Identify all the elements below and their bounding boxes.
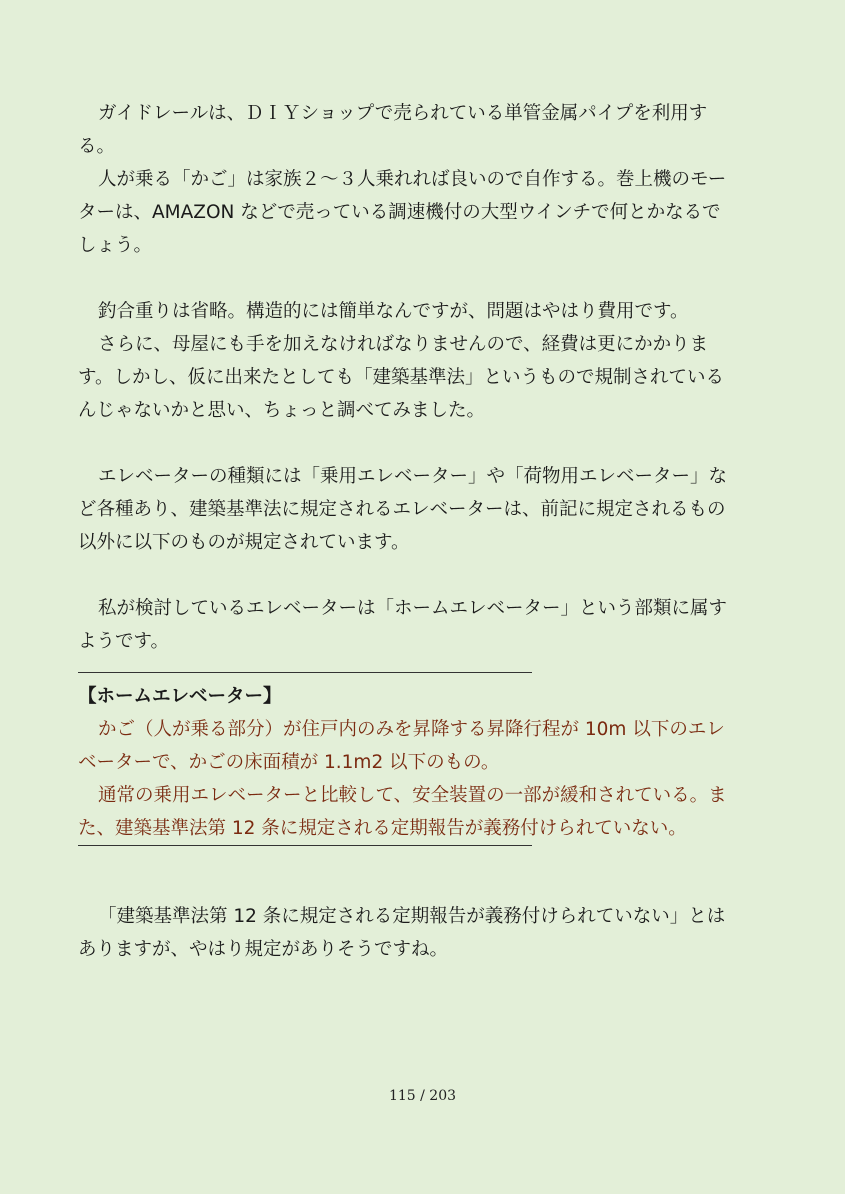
page-number: 115 / 203 [388,1088,457,1104]
paragraph: エレベーターの種類には「乗用エレベーター」や「荷物用エレベーター」など各種あり、建築基準法に規定されるエレベーターは、前記に規定されるもの以外に以下のものが規定されています。 [78,466,728,553]
paragraph: ガイドレールは、ＤＩＹショップで売られている単管金属パイプを利用する。 [78,103,708,157]
box-title: 【ホームエレベーター】 [78,686,282,707]
paragraph: 人が乗る「かご」は家族２～３人乗れれば良いので自作する。巻上機のモーターは、AMAZON などで売っている調速機付の大型ウインチで何とかなるでしょう。 [78,169,727,256]
divider-top [78,672,532,674]
paragraph: 私が検討しているエレベーターは「ホームエレベーター」という部類に属すようです。 [78,598,728,652]
paragraph: 「建築基準法第 12 条に規定される定期報告が義務付けられていない」とはありますが、やはり規定がありそうですね。 [78,906,726,960]
box-line: 通常の乗用エレベーターと比較して、安全装置の一部が緩和されている。また、建築基準法第 12 条に規定される定期報告が義務付けられていない。 [78,785,727,839]
paragraph: さらに、母屋にも手を加えなければなりませんので、経費は更にかかります。しかし、仮に出来たとしても「建築基準法」というもので規制されているんじゃないかと思い、ちょっと調べてみました。 [78,334,725,421]
box-line: かご（人が乗る部分）が住戸内のみを昇降する昇降行程が 10m 以下のエレベーターで、かごの床面積が 1.1m2 以下のもの。 [78,719,725,773]
paragraph: 釣合重りは省略。構造的には簡単なんですが、問題はやはり費用です。 [98,301,689,322]
document-body [78,97,738,966]
